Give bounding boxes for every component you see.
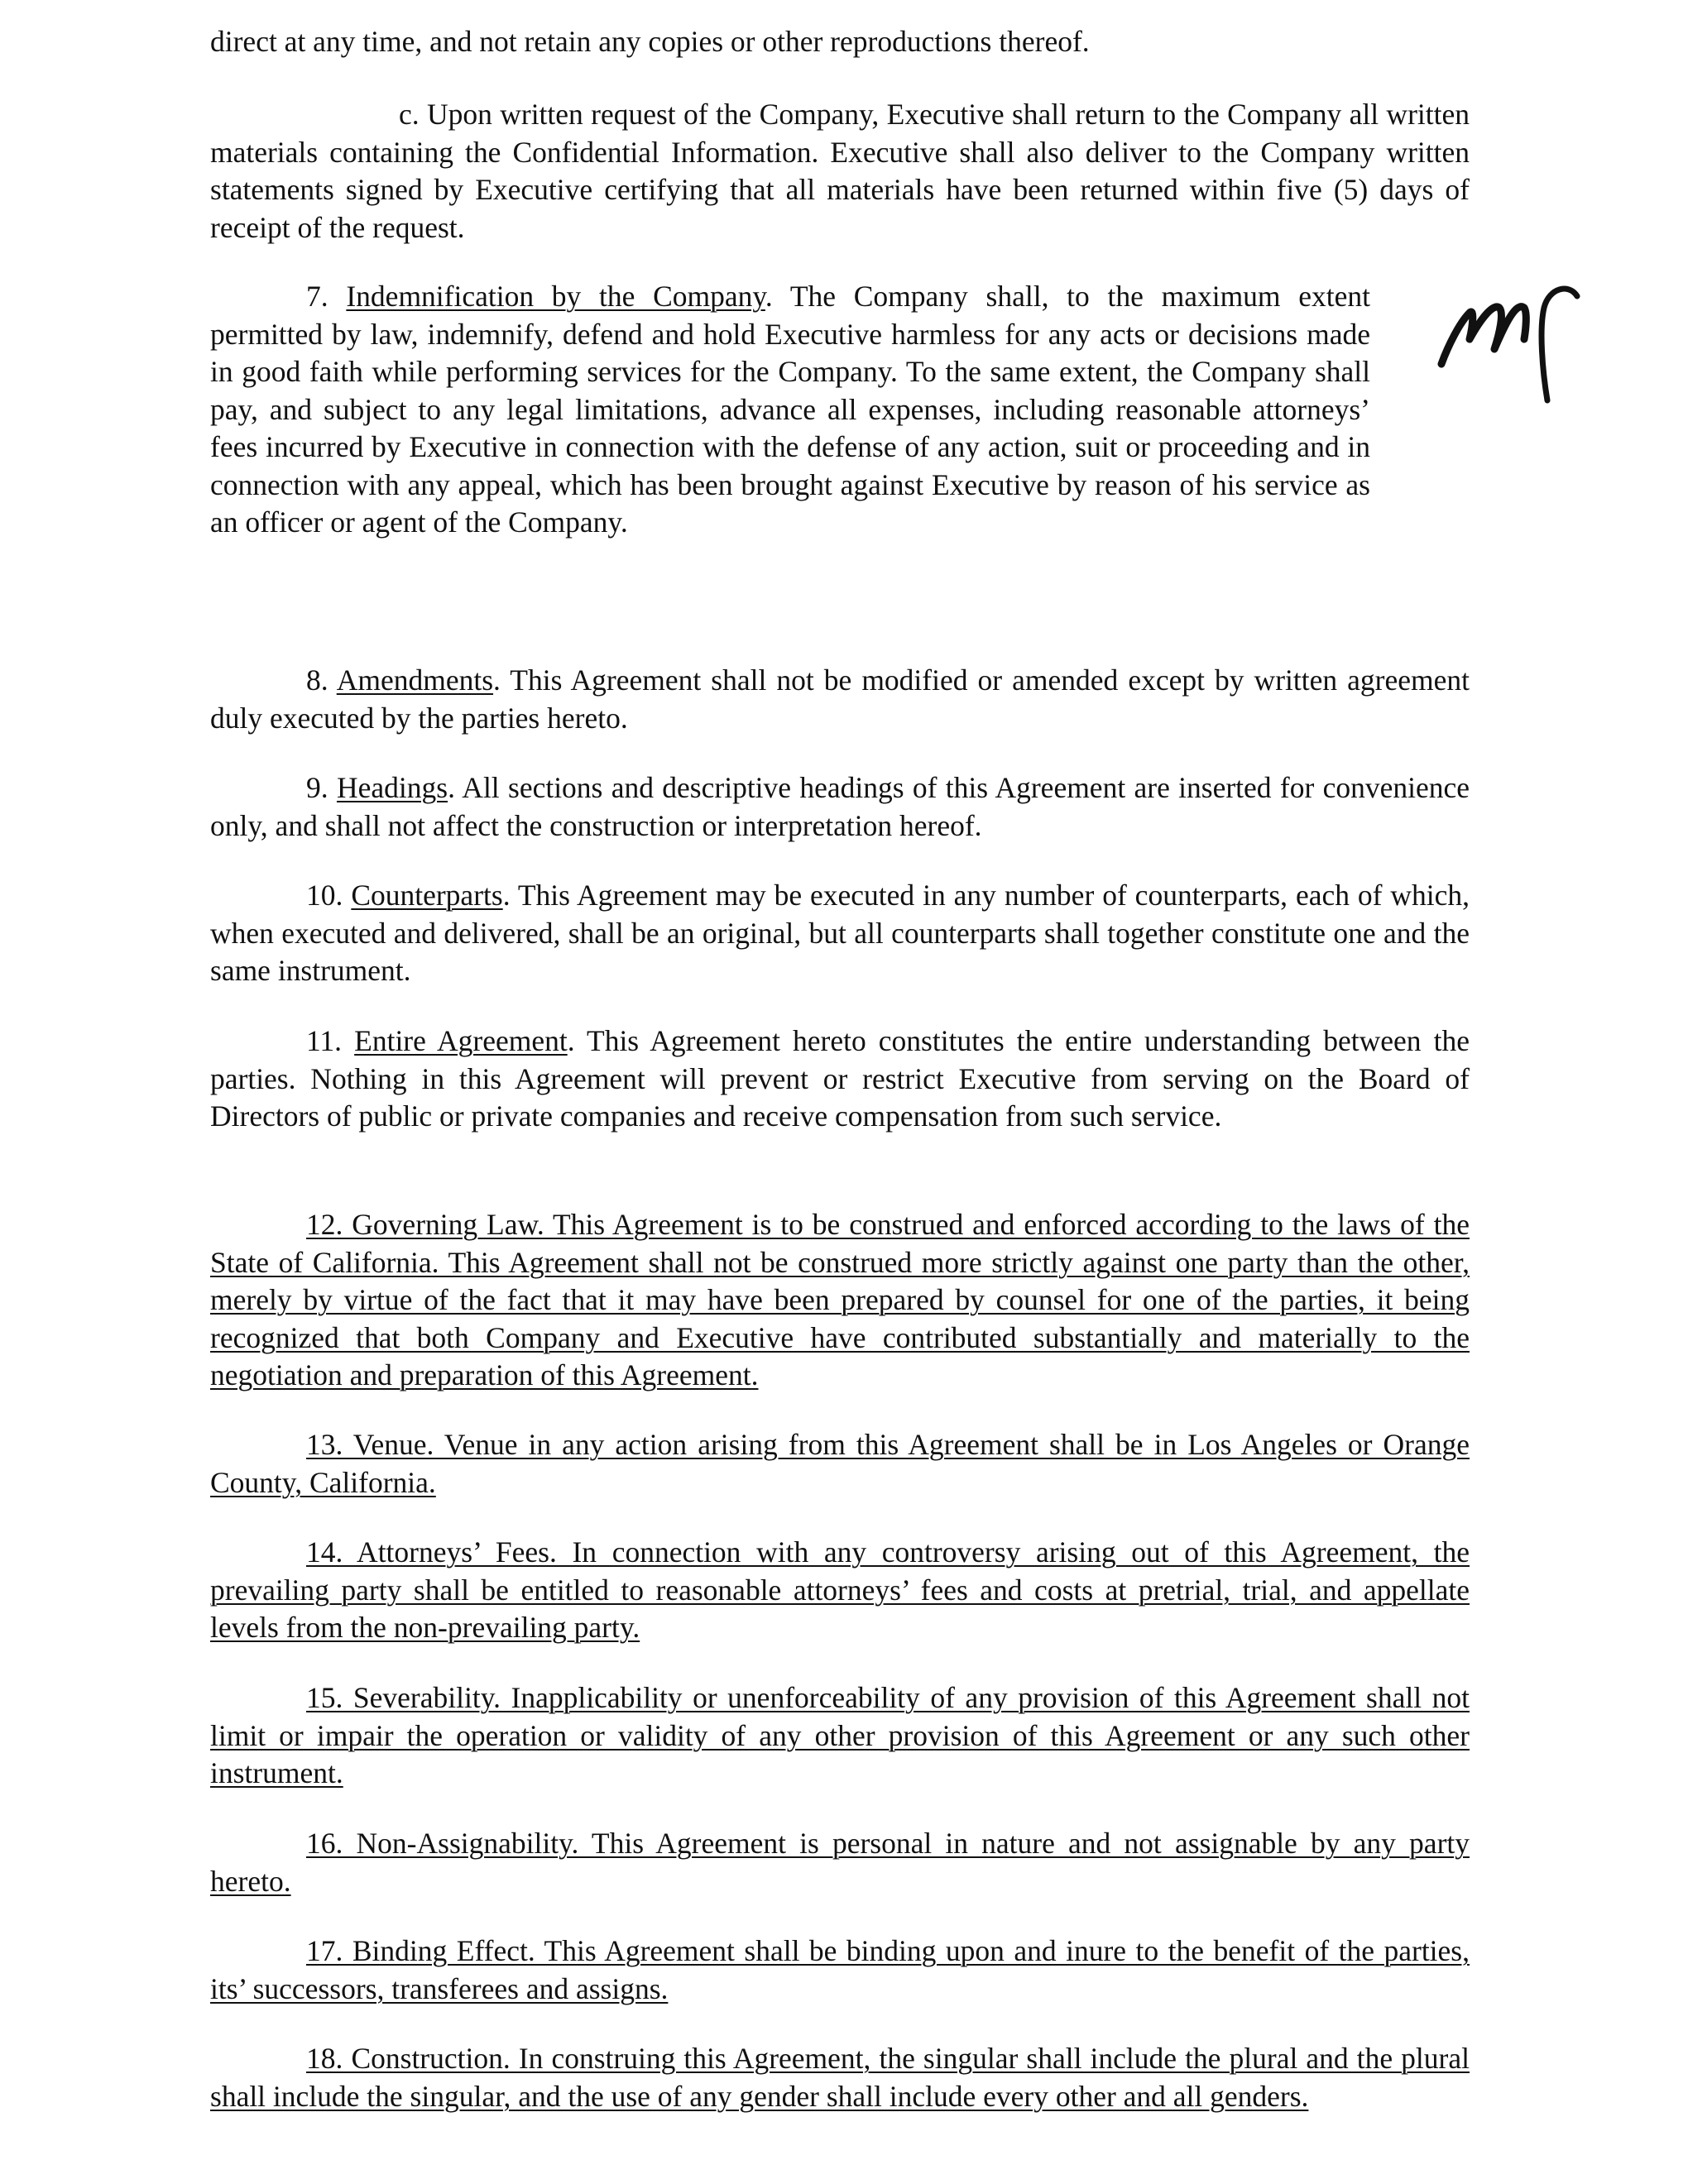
section-17-binding-effect: 17. Binding Effect. This Agreement shall be binding upon and inure to the benefit of the parties, its’ successors, transferees and assigns. xyxy=(210,1934,1470,2005)
section-11-number: 11. xyxy=(306,1024,355,1057)
section-9-heading: Headings xyxy=(336,771,448,804)
section-18-construction: 18. Construction. In construing this Agreement, the singular shall include the plural and the plural shall include the singular, and the use of any gender shall include every other and all genders. xyxy=(210,2042,1470,2113)
section-14-attorneys-fees: 14. Attorneys’ Fees. In connection with any controversy arising out of this Agreement, the prevailing party shall be entitled to reasonable attorneys’ fees and costs at pretrial, trial, and appellate levels from the non-prevailing party. xyxy=(210,1535,1470,1644)
section-9-number: 9. xyxy=(306,771,337,804)
paragraph-6c: c. Upon written request of the Company, Executive shall return to the Company all written materials containing the Confidential Information. Executive shall also deliver to the Company written statements signed by Executive certifying that all materials have been returned within five (5) days of receipt of the request. xyxy=(210,98,1470,244)
section-7-number: 7. xyxy=(306,280,347,313)
section-11-entire-agreement xyxy=(210,1023,1470,1136)
section-9-headings xyxy=(210,769,1470,845)
section-16-non-assignability: 16. Non-Assignability. This Agreement is personal in nature and not assignable by any party hereto. xyxy=(210,1827,1470,1898)
section-7-heading: Indemnification by the Company xyxy=(346,280,765,313)
section-8-heading: Amendments xyxy=(336,663,494,697)
section-10-number: 10. xyxy=(306,879,352,912)
section-11-heading: Entire Agreement xyxy=(354,1024,568,1057)
section-7-indemnification xyxy=(210,278,1370,542)
section-11-body: . This Agreement hereto constitutes the entire understanding between the parties. Nothing in this Agreement will prevent or restrict Executive from serving on the Board of Directors of public or private companies and receive compensation from such service. xyxy=(210,1024,1470,1133)
handwritten-initials xyxy=(1423,280,1589,420)
section-12-governing-law: 12. Governing Law. This Agreement is to be construed and enforced according to the laws of the State of California. This Agreement shall not be construed more strictly against one party than the other, merely by virtue of the fact that it may have been prepared by counsel for one of the parties, it being recognized that both Company and Executive have contributed substantially and materially to the negotiation and preparation of this Agreement. xyxy=(210,1208,1470,1391)
section-10-counterparts xyxy=(210,877,1470,990)
section-10-body: . This Agreement may be executed in any number of counterparts, each of which, when executed and delivered, shall be an original, but all counterparts shall together constitute one and the same instrument. xyxy=(210,879,1470,987)
section-8-body: . This Agreement shall not be modified or amended except by written agreement duly executed by the parties hereto. xyxy=(210,663,1470,735)
section-9-body: . All sections and descriptive headings of this Agreement are inserted for convenience only, and shall not affect the construction or interpretation hereof. xyxy=(210,771,1470,842)
section-7-body: . The Company shall, to the maximum extent permitted by law, indemnify, defend and hold Executive harmless for any acts or decisions made in good faith while performing services for the Company. To the same extent, the Company shall pay, and subject to any legal limitations, advance all expenses, including reasonable attorneys’ fees incurred by Executive in connection with the defense of any action, suit or proceeding and in connection with any appeal, which has been brought against Executive by reason of his service as an officer or agent of the Company. xyxy=(210,280,1371,539)
section-8-number: 8. xyxy=(306,663,337,697)
section-8-amendments xyxy=(210,662,1470,737)
section-13-venue: 13. Venue. Venue in any action arising from this Agreement shall be in Los Angeles or Orange County, California. xyxy=(210,1428,1470,1499)
paragraph-continuation: direct at any time, and not retain any copies or other reproductions thereof. xyxy=(210,25,1090,58)
section-15-severability: 15. Severability. Inapplicability or unenforceability of any provision of this Agreement shall not limit or impair the operation or validity of any other provision of this Agreement or any such other instrument. xyxy=(210,1681,1470,1789)
section-10-heading: Counterparts xyxy=(351,879,503,912)
